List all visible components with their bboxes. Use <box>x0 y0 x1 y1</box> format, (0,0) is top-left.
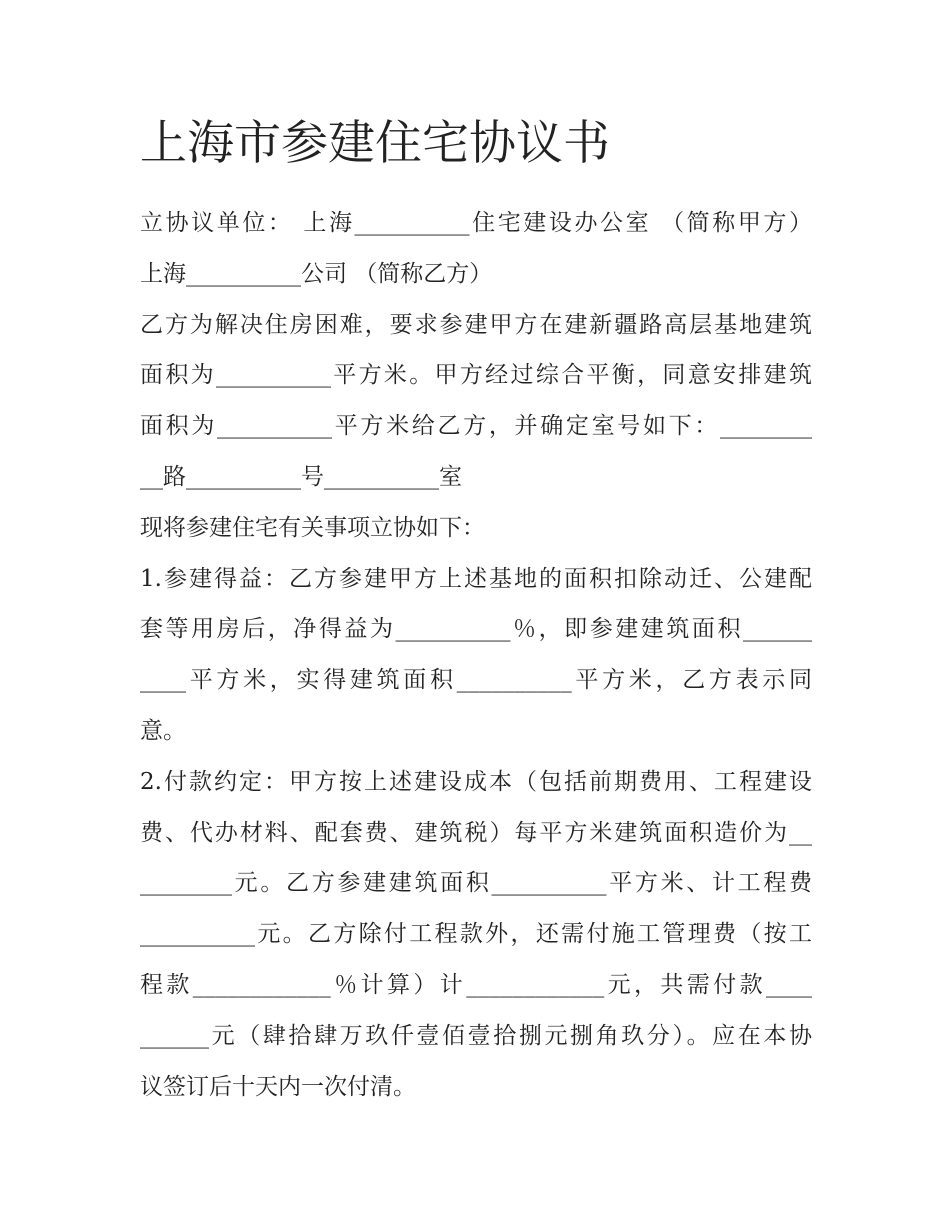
clause-1-line: ____平方米，实得建筑面积__________平方米，乙方表示同 <box>140 667 812 694</box>
text-line: 面积为__________平方米。甲方经过综合平衡，同意安排建筑 <box>140 362 812 389</box>
text-line: 立协议单位： 上海__________住宅建设办公室 （简称甲方） <box>140 210 812 236</box>
clause-1-line: 意。 <box>140 717 186 744</box>
clause-2-line: ______元（肆拾肆万玖仟壹佰壹拾捌元捌角玖分）。应在本协 <box>140 1022 812 1049</box>
text-line: 面积为__________平方米给乙方，并确定室号如下：________ <box>140 413 812 440</box>
text-line: 乙方为解决住房困难，要求参建甲方在建新疆路高层基地建筑 <box>140 311 812 338</box>
clause-2-line: __________元。乙方除付工程款外，还需付施工管理费（按工 <box>140 921 812 948</box>
clause-2-line: 议签订后十天内一次付清。 <box>140 1073 416 1100</box>
document-title: 上海市参建住宅协议书 <box>140 116 610 171</box>
text-line: 现将参建住宅有关事项立协如下： <box>140 514 485 541</box>
clause-1-line: 1.参建得益：乙方参建甲方上述基地的面积扣除动迁、公建配 <box>140 565 812 592</box>
text-line: __路__________号__________室 <box>140 463 462 490</box>
clause-2-line: 费、代办材料、配套费、建筑税）每平方米建筑面积造价为__ <box>140 819 812 846</box>
clause-1-line: 套等用房后，净得益为__________％，即参建建筑面积______ <box>140 616 812 643</box>
clause-2-line: 程款____________％计算）计____________元，共需付款____ <box>140 971 812 998</box>
clause-2-line: 2.付款约定：甲方按上述建设成本（包括前期费用、工程建设 <box>140 768 812 795</box>
document-body <box>140 198 812 1112</box>
clause-2-line: ________元。乙方参建建筑面积__________平方米、计工程费 <box>140 870 812 897</box>
text-line: 上海__________公司 （简称乙方） <box>140 260 493 287</box>
